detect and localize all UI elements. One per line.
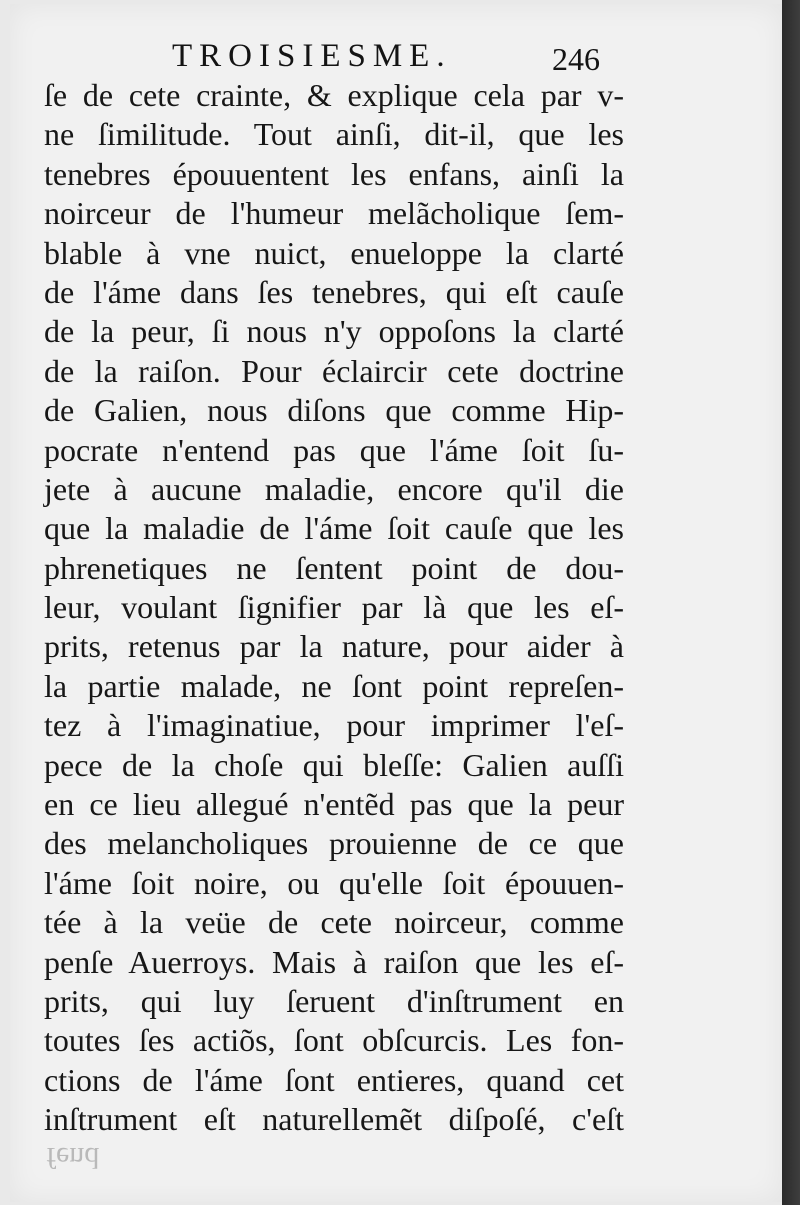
text-line: de la peur, ſi nous n'y oppoſons la clarté	[44, 313, 624, 350]
text-line: toutes ſes actiõs, ſont obſcurcis. Les fon-	[44, 1022, 624, 1059]
page-number: 246	[552, 41, 600, 77]
text-line: phrenetiques ne ſentent point de dou-	[44, 549, 624, 586]
text-line: pocrate n'entend pas que l'áme ſoit ſu-	[44, 431, 624, 468]
text-line: ſe de cete crainte, & explique cela par v-	[44, 77, 624, 113]
text-line: tez à l'imaginatiue, pour imprimer l'eſ-	[44, 707, 624, 744]
text-line: de Galien, nous diſons que comme Hip-	[44, 392, 624, 429]
text-line: pece de la choſe qui bleſſe: Galien auſſi	[44, 746, 624, 783]
text-line: la partie malade, ne ſont point repreſen-	[44, 667, 624, 704]
body-text	[44, 76, 624, 1140]
text-line: de la raiſon. Pour éclaircir cete doctrine	[44, 352, 624, 389]
text-line: prits, qui luy ſeruent d'inſtrument en	[44, 982, 624, 1019]
text-line: penſe Auerroys. Mais à raiſon que les eſ-	[44, 943, 624, 980]
text-line: noirceur de l'humeur melãcholique ſem-	[44, 195, 624, 232]
text-line: jete à aucune maladie, encore qu'il die	[44, 470, 624, 507]
text-line: en ce lieu allegué n'entẽd pas que la peur	[44, 786, 624, 823]
text-line: leur, voulant ſignifier par là que les eſ-	[44, 589, 624, 626]
text-line: tenebres épouuentent les enfans, ainſi la	[44, 155, 624, 192]
show-through-catchword: fend	[46, 1141, 100, 1174]
text-line: tée à la veüe de cete noirceur, comme	[44, 904, 624, 941]
text-line: que la maladie de l'áme ſoit cauſe que les	[44, 510, 624, 547]
text-line: prits, retenus par la nature, pour aider à	[44, 628, 624, 665]
page-header	[0, 38, 800, 80]
text-line: ne ſimilitude. Tout ainſi, dit-il, que les	[44, 116, 624, 153]
text-line: des melancholiques prouienne de ce que	[44, 825, 624, 862]
text-line: ctions de l'áme ſont entieres, quand cet	[44, 1061, 624, 1098]
text-line: de l'áme dans ſes tenebres, qui eſt cauſe	[44, 273, 624, 310]
text-line: l'áme ſoit noire, ou qu'elle ſoit épouuen-	[44, 864, 624, 901]
page-edge-shadow	[782, 0, 800, 1205]
text-line: blable à vne nuict, enueloppe la clarté	[44, 234, 624, 271]
running-title: TROISIESME.	[172, 38, 452, 74]
text-line: inſtrument eſt naturellemẽt diſpoſé, c'eſt	[44, 1101, 624, 1138]
